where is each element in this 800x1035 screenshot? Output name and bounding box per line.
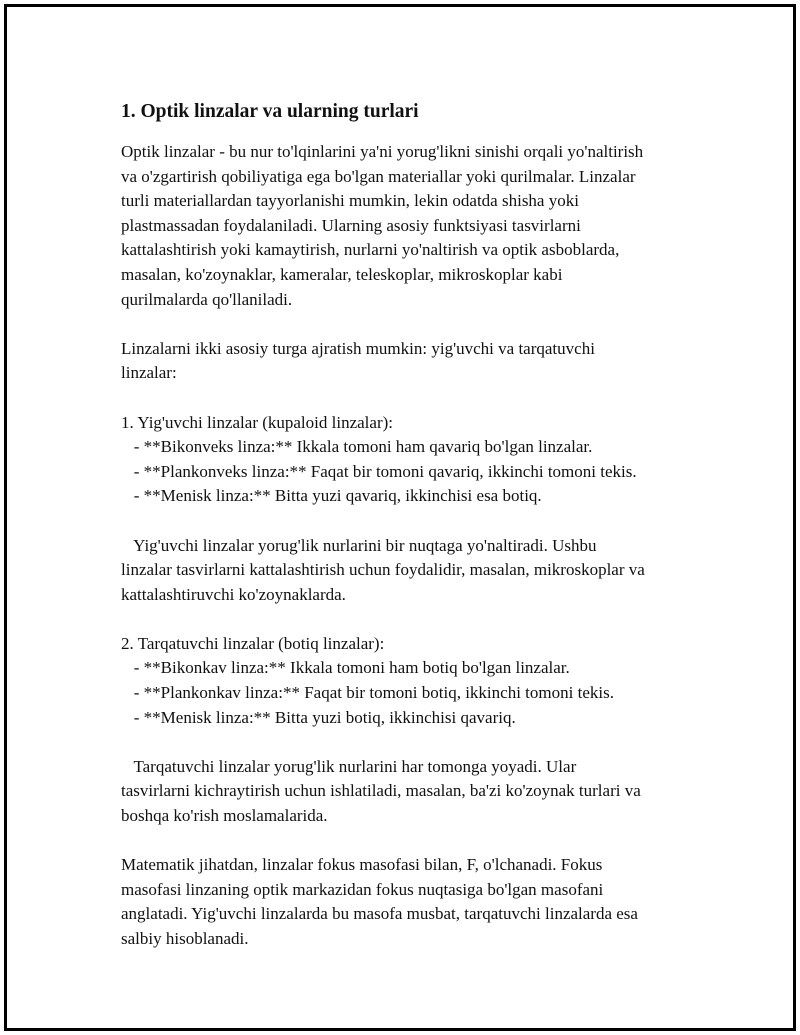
list-item: - **Bikonveks linza:** Ikkala tomoni ham qavariq bo'lgan linzalar. [121,437,593,457]
paragraph-gap [121,386,711,411]
converging-lenses-section [121,411,711,509]
types-intro-paragraph [121,337,711,386]
text-line: kattalashtirish yoki kamaytirish, nurlarni yo'naltirish va optik asboblarda, [121,240,620,260]
text-line: Yig'uvchi linzalar yorug'lik nurlarini bir nuqtaga yo'naltiradi. Ushbu [121,535,597,555]
text-line: linzalar tasvirlarni kattalashtirish uchun foydalidir, masalan, mikroskoplar va [121,560,645,580]
list-item: - **Plankonveks linza:** Faqat bir tomoni qavariq, ikkinchi tomoni tekis. [121,461,637,481]
text-line: linzalar: [121,363,177,383]
list-item: - **Bikonkav linza:** Ikkala tomoni ham botiq bo'lgan linzalar. [121,658,570,678]
list-item: - **Menisk linza:** Bitta yuzi qavariq, ikkinchisi esa botiq. [121,486,542,506]
text-line: Matematik jihatdan, linzalar fokus masofasi bilan, F, o'lchanadi. Fokus [121,855,603,875]
text-line: tasvirlarni kichraytirish uchun ishlatiladi, masalan, ba'zi ko'zoynak turlari va [121,781,641,801]
list-item: - **Menisk linza:** Bitta yuzi botiq, ikkinchisi qavariq. [121,707,516,727]
diverging-lenses-section [121,632,711,730]
text-line: va o'zgartirish qobiliyatiga ega bo'lgan materiallar yoki qurilmalar. Linzalar [121,166,636,186]
paragraph-gap [121,312,711,337]
text-line: turli materiallardan tayyorlanishi mumkin, lekin odatda shisha yoki [121,191,579,211]
document-body [121,99,711,952]
diverging-description [121,755,711,829]
converging-title: 1. Yig'uvchi linzalar (kupaloid linzalar): [121,412,393,432]
list-item: - **Plankonkav linza:** Faqat bir tomoni botiq, ikkinchi tomoni tekis. [121,683,614,703]
text-line: Optik linzalar - bu nur to'lqinlarini ya'ni yorug'likni sinishi orqali yo'naltirish [121,142,644,161]
paragraph-gap [121,607,711,632]
paragraph-gap [121,509,711,534]
section-heading: 1. Optik linzalar va ularning turlari [121,101,419,122]
text-line: kattalashtiruvchi ko'zoynaklarda. [121,584,346,604]
paragraph-gap [121,730,711,755]
math-paragraph [121,853,711,951]
paragraph-gap [121,829,711,854]
text-line: Tarqatuvchi linzalar yorug'lik nurlarini har tomonga yoyadi. Ular [121,756,577,776]
diverging-title: 2. Tarqatuvchi linzalar (botiq linzalar): [121,633,385,653]
text-line: boshqa ko'rish moslamalarida. [121,806,328,826]
text-line: qurilmalarda qo'llaniladi. [121,289,293,309]
intro-paragraph [121,140,711,312]
text-line: Linzalarni ikki asosiy turga ajratish mumkin: yig'uvchi va tarqatuvchi [121,338,595,358]
text-line: salbiy hisoblanadi. [121,929,249,948]
text-line: masofasi linzaning optik markazidan fokus nuqtasiga bo'lgan masofani [121,879,604,899]
text-line: masalan, ko'zoynaklar, kameralar, teleskoplar, mikroskoplar kabi [121,264,563,284]
page-frame [4,4,796,1031]
text-line: anglatadi. Yig'uvchi linzalarda bu masofa musbat, tarqatuvchi linzalarda esa [121,904,638,924]
converging-description [121,534,711,608]
text-line: plastmassadan foydalaniladi. Ularning asosiy funktsiyasi tasvirlarni [121,215,581,235]
